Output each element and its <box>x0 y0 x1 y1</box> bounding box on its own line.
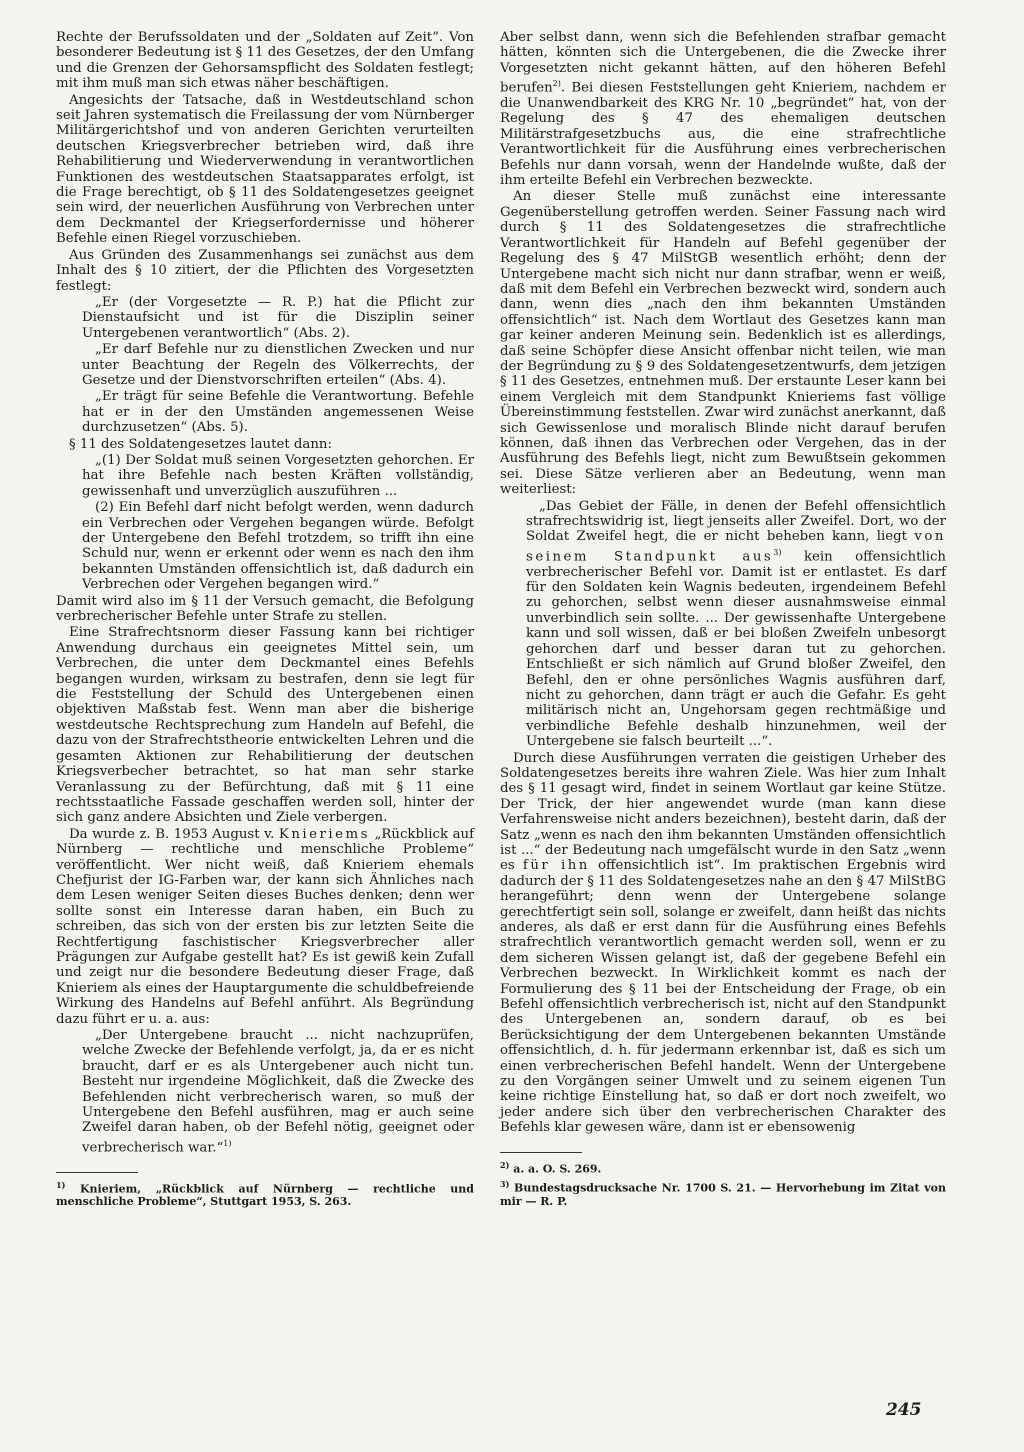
text-run: „Der Untergebene braucht ... nicht nachzuprüfen, welche Zwecke der Befehlende verfolgt, ja, da er es nicht braucht, darf er es als Untergebener auch nicht tun. Besteht nur irgendeine Möglichkeit, daß die Zwecke des Befehlenden nicht verbrecherisch waren, so muß der Untergebene den Befehl ausführen, mag er auch seine Zweifel daran haben, ob der Befehl nötig, geeignet oder verbrecherisch war.“ <box>82 1028 474 1156</box>
text-run: kein offensichtlich verbrecherischer Befehl vor. Damit ist er entlastet. Es darf für den Soldaten kein Wagnis bedeuten, irgendeinem Befehl zu gehorchen, selbst wenn dieser ausnahmsweise einmal unverbindlich sein sollte. ... Der gewissenhafte Untergebene kann und soll wissen, daß er bei bloßen Zweifeln unbesorgt gehorchen darf und besser daran tut zu gehorchen. Entschließt er sich nämlich auf Grund bloßer Zweifel, den Befehl, den er ohne persönliches Wagnis ausführen darf, nicht zu gehorchen, dann trägt er auch die Gefahr. Es geht militärisch nicht an, Ungehorsam gegen rechtmäßige und verbindliche Befehle deshalb hinzunehmen, weil der Untergebene sie falsch beurteilt ...“. <box>526 549 946 750</box>
footnote <box>500 1178 946 1208</box>
footnote-text: Bundestagsdrucksache Nr. 1700 S. 21. — Hervorhebung im Zitat von mir — R. P. <box>500 1182 946 1208</box>
paragraph: Angesichts der Tatsache, daß in Westdeutschland schon seit Jahren systematisch die Freilassung der vom Nürnberger Militärgerichtshof und von anderen Gerichten verurteilten deutschen Kriegsverbrecher betrieben wird, daß ihre Rehabilitierung und Wiederverwendung in verantwortlichen Funktionen des westdeutschen Staatsapparates erfolgt, ist die Frage berechtigt, ob § 11 des Soldatengesetzes geeignet sein wird, der neuerlichen Ausführung von Verbrechen unter dem Deckmantel der Kriegserfordernisse und höherer Befehle einen Riegel vorzuschieben. <box>56 92 474 247</box>
text-run: Aber selbst dann, wenn sich die Befehlenden strafbar gemacht hätten, könnten sich die Untergebenen, die die Zwecke ihrer Vorgesetzten nicht gekannt hätten, auf den höheren Befehl berufen <box>500 30 946 96</box>
paragraph <box>500 751 946 1136</box>
text-run: Da wurde z. B. 1953 August v. <box>69 826 275 842</box>
paragraph <box>500 30 946 188</box>
text-run: „Rückblick auf Nürnberg — rechtliche und menschliche Probleme“ veröffentlicht. Wer nicht weiß, daß Knieriem ehemals Chefjurist der IG-Farben war, der kann sich Ähnliches nach dem Lesen weniger Seiten dieses Buches denken; denn wer sollte sonst ein Interesse daran haben, ein Buch zu schreiben, das sich von der ersten bis zur letzten Seite die Rechtfertigung faschistischer Kriegsverbrecher aller Prägungen zur Aufgabe gestellt hat? Es ist gewiß kein Zufall und zeigt nur die besondere Bedeutung dieser Frage, daß Knieriem als eines der Hauptargumente die schuldbefreiende Wirkung des Handelns auf Befehl anführt. Als Begründung dazu führt er u. a. aus: <box>56 826 474 1027</box>
paragraph: Rechte der Berufssoldaten und der „Soldaten auf Zeit“. Von besonderer Bedeutung ist § 11 des Gesetzes, der den Umfang und die Grenzen der Gehorsamspflicht des Soldaten festlegt; mit ihm muß man sich etwas näher beschäftigen. <box>56 30 474 92</box>
text-run: offensichtlich ist“. Im praktischen Ergebnis wird dadurch der § 11 des Soldatengesetzes nahe an den § 47 MilStBG herangeführt; denn wenn der Untergebene solange gerechtfertigt sein soll, solange er zweifelt, dann heißt das nichts anderes, als daß er erst dann für die Ausführung eines Befehls strafrechtlich verantwortlich gemacht werden soll, wenn er zu dem sicheren Wissen gelangt ist, daß der gegebene Befehl ein Verbrechen bezweckt. In Wirklichkeit kommt es nach der Formulierung des § 11 bei der Entscheidung der Frage, ob ein Befehl offensichtlich verbrecherisch ist, nicht auf den Standpunkt des Untergebenen an, sondern darauf, ob es bei Berücksichtigung der dem Untergebenen bekannten Umstände offensichtlich, d. h. für jedermann erkennbar ist, daß es sich um einen verbrecherischen Befehl handelt. Wenn der Untergebene zu den Vorgängen seiner Umwelt und zu seinem eigenen Tun keine richtige Einstellung hat, so daß er dort noch zweifelt, wo jeder andere sich über den verbrecherischen Charakter des Befehls klar gewesen wäre, dann ist er ebensowenig <box>500 858 947 1136</box>
paragraph: An dieser Stelle muß zunächst eine interessante Gegenüberstellung getroffen werden. Seiner Fassung nach wird durch § 11 des Soldatengesetzes die strafrechtliche Verantwortlichkeit für Handeln auf Befehl gegenüber der Regelung des § 47 MilStGB wesentlich erhöht; denn der Untergebene macht sich nicht nur dann strafbar, wenn er weiß, daß mit dem Befehl ein Verbrechen bezweckt wird, sondern auch dann, wenn dies „nach den ihm bekannten Umständen offensichtlich“ ist. Nach dem Wortlaut des Gesetzes kann man gar keiner anderen Meinung sein. Bedenklich ist es allerdings, daß seine Schöpfer diese Ansicht offenbar nicht teilen, wie man der Begründung zu § 9 des Soldatengesetzentwurfs, dem jetzigen § 11 des Gesetzes, entnehmen muß. Der erstaunte Leser kann bei einem Vergleich mit dem Standpunkt Knieriems fast völlige Übereinstimmung feststellen. Zwar wird zunächst anerkannt, daß sich Gewissenlose und moralisch Blinde nicht darauf berufen können, daß ihnen das Verbrechen oder Vergehen, das in der Ausführung des Befehls liegt, nicht zum Bewußtsein gekommen sei. Diese Sätze verlieren aber an Bedeutung, wenn man weiterliest: <box>500 189 946 498</box>
footnote <box>500 1159 946 1176</box>
footnote-marker: 1) <box>223 1138 232 1148</box>
footnote-number: 3) <box>500 1179 510 1190</box>
footnote <box>56 1179 474 1209</box>
paragraph: Damit wird also im § 11 der Versuch gemacht, die Befolgung verbrecherischer Befehle unter Strafe zu stellen. <box>56 593 474 625</box>
footnote-number: 1) <box>56 1179 66 1190</box>
footnote-number: 2) <box>500 1159 510 1170</box>
emphasis-spaced: von seinem Standpunkt aus <box>526 529 946 565</box>
page-number: 245 <box>886 1400 922 1420</box>
footnote-divider <box>56 1172 138 1173</box>
text-run: . Bei diesen Feststellungen geht Knieriem, nachdem er die Unanwendbarkeit des KRG Nr. 10 „begründet“ hat, von der Regelung des § 47 des ehemaligen deutschen Militärstrafgesetzbuchs aus, die eine strafrechtliche Verantwortlichkeit für die Ausführung eines verbrecherischen Befehls nur dann vorsah, wenn der Handelnde wußte, daß der ihm erteilte Befehl ein Verbrechen bezweckte. <box>500 80 946 189</box>
text-run: Durch diese Ausführungen verraten die geistigen Urheber des Soldatengesetzes bereits ihre wahren Ziele. Was hier zum Inhalt des § 11 gesagt wird, findet in seinem Wortlaut gar keine Stütze. Der Trick, der hier angewendet wurde (man kann diese Verfahrensweise nicht anders bezeichnen), besteht darin, daß der Satz „wenn es nach den ihm bekannten Umständen offensichtlich ist ...“ der Bedeutung nach umgefälscht wurde in den Satz „wenn es <box>500 750 946 874</box>
left-column <box>56 30 474 1208</box>
block-quote <box>82 1028 474 1156</box>
paragraph: § 11 des Soldatengesetzes lautet dann: <box>69 436 332 452</box>
paragraph <box>56 827 474 1027</box>
footnote-text: a. a. O. S. 269. <box>513 1162 602 1176</box>
block-quote <box>526 499 946 750</box>
paragraph: Aus Gründen des Zusammenhangs sei zunächst aus dem Inhalt des § 10 zitiert, der die Pflichten des Vorgesetzten festlegt: <box>56 247 474 294</box>
text-run: „Das Gebiet der Fälle, in denen der Befehl offensichtlich strafrechtswidrig ist, liegt jenseits aller Zweifel. Dort, wo der Soldat Zweifel hegt, die er nicht beheben kann, liegt <box>526 498 946 545</box>
footnote-marker: 3) <box>773 547 782 557</box>
footnote-text: Knieriem, „Rückblick auf Nürnberg — rechtliche und menschliche Probleme“, Stuttgart 1953, S. 263. <box>56 1182 474 1209</box>
block-quote: „Er (der Vorgesetzte — R. P.) hat die Pflicht zur Dienstaufsicht und ist für die Disziplin seiner Untergebenen verantwortlich“ (Abs. 2). <box>82 294 474 341</box>
emphasis-spaced: für ihn <box>522 858 590 874</box>
footnote-divider <box>500 1152 582 1153</box>
spaced-name: Knieriems <box>278 826 370 842</box>
paragraph: Eine Strafrechtsnorm dieser Fassung kann bei richtiger Anwendung durchaus ein geeignetes Mittel sein, um Verbrechen, die unter dem Deckmantel eines Befehls begangen wurden, wirksam zu bestrafen, denn sie legt für die Feststellung der Schuld des Untergebenen einen objektiven Maßstab fest. Wenn man aber die bisherige westdeutsche Rechtsprechung zum Handeln auf Befehl, die dazu von der Strafrechtstheorie entwickelten Lehren und die gesamten Aktionen zur Rehabilitierung der deutschen Kriegsverbecher betrachtet, so hat man sehr starke Veranlassung zu der Befürchtung, daß mit § 11 eine rechtsstaatliche Fassade geschaffen werden soll, hinter der sich ganz andere Absichten und Ziele verbergen. <box>56 625 474 826</box>
block-quote: „Er trägt für seine Befehle die Verantwortung. Befehle hat er in der den Umständen angemessenen Weise durchzusetzen“ (Abs. 5). <box>82 389 474 436</box>
block-quote: „(1) Der Soldat muß seinen Vorgesetzten gehorchen. Er hat ihre Befehle nach besten Kräften vollständig, gewissenhaft und unverzüglich auszuführen ... <box>82 452 474 499</box>
right-column <box>500 30 946 1208</box>
footnote-marker: 2) <box>552 79 561 89</box>
block-quote: „Er darf Befehle nur zu dienstlichen Zwecken und nur unter Beachtung der Regeln des Völkerrechts, der Gesetze und der Dienstvorschriften erteilen“ (Abs. 4). <box>82 342 474 388</box>
block-quote: (2) Ein Befehl darf nicht befolgt werden, wenn dadurch ein Verbrechen oder Vergehen begangen würde. Befolgt der Untergebene den Befehl trotzdem, so trifft ihn eine Schuld nur, wenn er erkennt oder wenn es nach den ihm bekannten Umständen offensichtlich ist, daß dadurch ein Verbrechen oder Vergehen begangen wird.“ <box>82 500 474 593</box>
